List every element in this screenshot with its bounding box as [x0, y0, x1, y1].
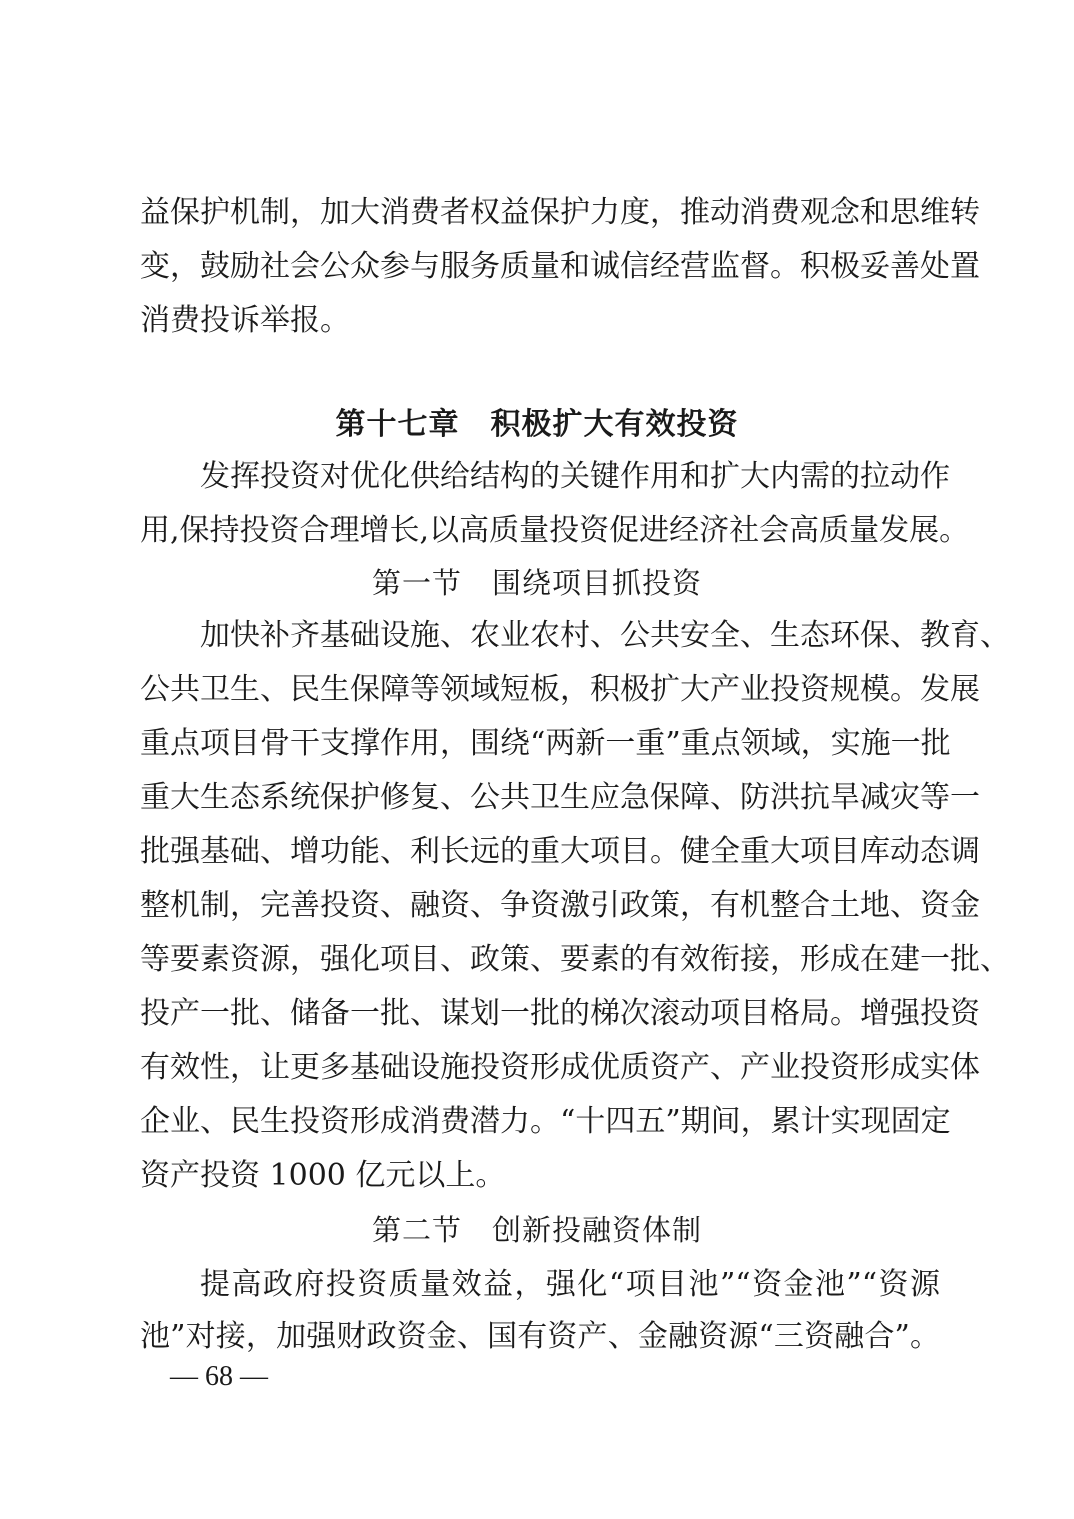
paragraph-4-line-2: 池”对接，加强财政资金、国有资产、金融资源“三资融合”。 [140, 1319, 940, 1354]
paragraph-3-line-9: 有效性，让更多基础设施投资形成优质资产、产业投资形成实体 [140, 1050, 980, 1085]
paragraph-3-line-5: 批强基础、增功能、利长远的重大项目。健全重大项目库动态调 [140, 834, 980, 869]
paragraph-3-line-7: 等要素资源，强化项目、政策、要素的有效衔接，形成在建一批、 [140, 942, 1010, 977]
page-number: — 68 — [170, 1361, 268, 1392]
paragraph-1-line-2: 变，鼓励社会公众参与服务质量和诚信经营监督。积极妥善处置 [140, 249, 980, 284]
paragraph-1-line-1: 益保护机制，加大消费者权益保护力度，推动消费观念和思维转 [140, 195, 980, 230]
chapter-title: 第十七章 积极扩大有效投资 [335, 407, 739, 442]
paragraph-3-line-2: 公共卫生、民生保障等领域短板，积极扩大产业投资规模。发展 [140, 672, 980, 707]
paragraph-2-line-1: 发挥投资对优化供给结构的关键作用和扩大内需的拉动作 [200, 459, 950, 494]
section-2-title: 第二节 创新投融资体制 [371, 1213, 702, 1247]
section-1-title: 第一节 围绕项目抓投资 [371, 566, 702, 600]
paragraph-3-line-11: 资产投资 1000 亿元以上。 [140, 1158, 506, 1193]
paragraph-3-line-8: 投产一批、储备一批、谋划一批的梯次滚动项目格局。增强投资 [140, 996, 980, 1031]
paragraph-3-line-10: 企业、民生投资形成消费潜力。“十四五”期间，累计实现固定 [140, 1104, 951, 1139]
paragraph-1-line-3: 消费投诉举报。 [140, 303, 350, 338]
paragraph-4-line-1: 提高政府投资质量效益，强化“项目池”“资金池”“资源 [200, 1267, 940, 1302]
paragraph-3-line-6: 整机制，完善投资、融资、争资激引政策，有机整合土地、资金 [140, 888, 980, 923]
paragraph-3-line-1: 加快补齐基础设施、农业农村、公共安全、生态环保、教育、 [200, 618, 1010, 653]
paragraph-3-line-4: 重大生态系统保护修复、公共卫生应急保障、防洪抗旱减灾等一 [140, 780, 980, 815]
paragraph-2-line-2: 用,保持投资合理增长,以高质量投资促进经济社会高质量发展。 [140, 513, 970, 548]
paragraph-3-line-3: 重点项目骨干支撑作用，围绕“两新一重”重点领域，实施一批 [140, 726, 951, 761]
